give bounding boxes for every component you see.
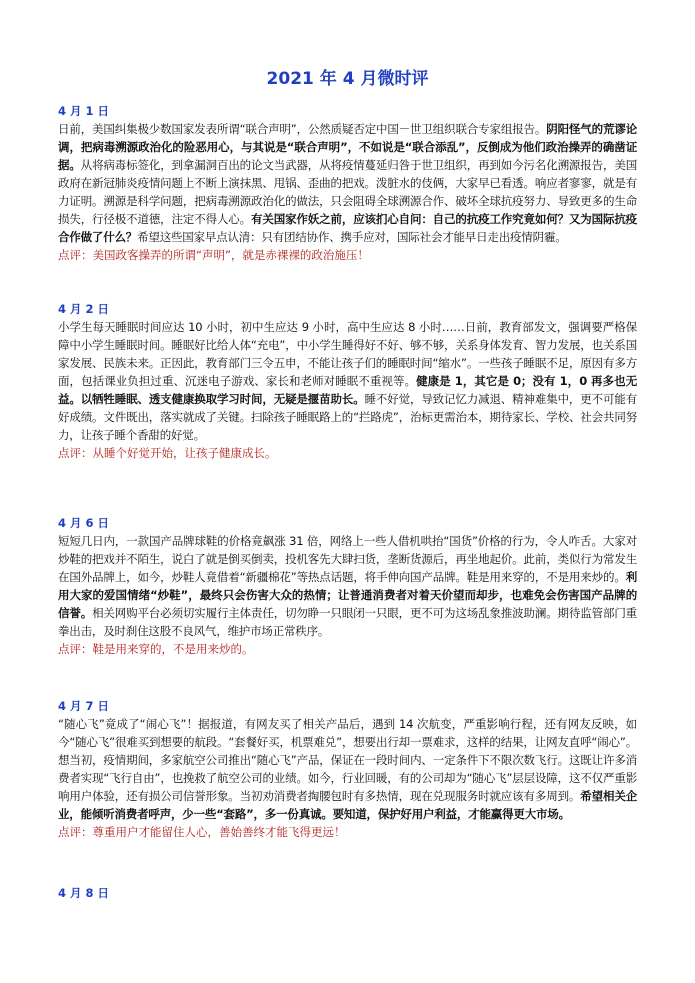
entry-apr-7 [58, 697, 637, 841]
comment-label: 点评： [58, 825, 93, 839]
comment-text: 尊重用户才能留住人心，善始善终才能飞得更远！ [92, 825, 346, 839]
body-text: 睡不好觉，导致记忆力减退、精神难集中，更不可能有好成绩。文件既出，落实就成了关键。扫除孩子睡眠路上的“拦路虎”，治标更需治本，期待家长、学校、社会共同努力，让孩子睡个香甜的好觉。 [58, 392, 637, 442]
comment-label: 点评： [58, 446, 93, 460]
entry-body [58, 715, 637, 823]
body-text: 短短几日内，一款国产品牌球鞋的价格竟飙涨 31 倍，网络上一些人借机哄抬“国货”价格的行为，令人咋舌。大家对炒鞋的把戏并不陌生，说白了就是倒买倒卖，投机客先大肆扫货，垄断货源后，再坐地起价。此前，类似行为常发生在国外品牌上，如今，炒鞋人竟借着“新疆棉花”等热点话题，将手伸向国产品牌。鞋是用来穿的，不是用来炒的。 [58, 534, 637, 584]
body-emphasis: 希望相关企业，能倾听消费者呼声，少一些“套路”，多一份真诚。要知道，保护好用户利益，才能赢得更大市场。 [58, 789, 638, 821]
entry-apr-1 [58, 102, 637, 264]
entry-date: 4 月 2 日 [58, 302, 110, 316]
entry-body [58, 120, 637, 246]
entry-body [58, 318, 637, 444]
page-title: 2021 年 4 月微时评 [266, 69, 429, 89]
entry-apr-6 [58, 514, 637, 658]
entry-date: 4 月 7 日 [58, 699, 110, 713]
entry-date: 4 月 1 日 [58, 104, 110, 118]
body-emphasis: 健康是 1，其它是 0；没有 1，0 再多也无益。以牺牲睡眠、透支健康换取学习时间，无疑是揠苗助长。 [58, 374, 638, 406]
entry-comment [58, 823, 637, 841]
body-text: 日前，美国纠集极少数国家发表所谓“联合声明”，公然质疑否定中国－世卫组织联合专家组报告。 [58, 122, 547, 136]
comment-text: 从睡个好觉开始，让孩子健康成长。 [92, 446, 277, 460]
entry-comment [58, 640, 637, 658]
body-text: 希望这些国家早点认清：只有团结协作、携手应对，国际社会才能早日走出疫情阴霾。 [137, 230, 567, 244]
comment-label: 点评： [58, 248, 93, 262]
comment-label: 点评： [58, 642, 93, 656]
body-emphasis: 利用大家的爱国情绪“炒鞋”，最终只会伤害大众的热情；让普通消费者对着天价望而却步，也难免会伤害国产品牌的信誉。 [58, 570, 637, 620]
entry-apr-8 [58, 884, 637, 902]
entry-comment [58, 246, 637, 264]
body-text: 从将病毒标签化，到拿漏洞百出的论文当武器，从将疫情蔓延归咎于世卫组织，再到如今污名化溯源报告，美国政府在新冠肺炎疫情问题上不断上演抹黑、甩锅、歪曲的把戏。泼脏水的伎俩，大家早已看透。响应者寥寥，就是有力证明。溯源是科学问题，把病毒溯源政治化的做法，只会阻碍全球溯源合作、破坏全球抗疫努力、导致更多的生命损失，行径极不道德，注定不得人心。 [58, 158, 637, 226]
body-text: “随心飞”竟成了“闹心飞”！据报道，有网友买了相关产品后，遇到 14 次航变，严重影响行程，还有网友反映，如今“随心飞”很难买到想要的航段。“套餐好买，机票难兑”，想要出行却一票难求，这样的结果，让网友直呼“闹心”。想当初，疫情期间，多家航空公司推出“随心飞”产品，保证在一段时间内、一定条件下不限次数飞行。这既让许多消费者实现“飞行自由”，也挽救了航空公司的业绩。如今，行业回暖，有的公司却为“随心飞”层层设障，这不仅严重影响用户体验，还有损公司信誉形象。当初劝消费者掏腰包时有多热情，现在兑现服务时就应该有多周到。 [58, 717, 637, 803]
body-emphasis: 有关国家作妖之前，应该扪心自问：自己的抗疫工作究竟如何？又为国际抗疫合作做了什么？ [58, 212, 637, 244]
entry-date: 4 月 6 日 [58, 516, 110, 530]
comment-text: 鞋是用来穿的，不是用来炒的。 [92, 642, 254, 656]
entry-apr-2 [58, 300, 637, 462]
entry-date: 4 月 8 日 [58, 886, 110, 900]
comment-text: 美国政客操弄的所谓“声明”，就是赤裸裸的政治施压！ [92, 248, 369, 262]
body-text: 相关网购平台必须切实履行主体责任，切勿睁一只眼闭一只眼，更不可为这场乱象推波助澜。期待监管部门重拳出击，及时刹住这股不良风气，维护市场正常秩序。 [58, 606, 637, 638]
entry-body [58, 532, 637, 640]
body-text: 小学生每天睡眠时间应达 10 小时，初中生应达 9 小时，高中生应达 8 小时……日前，教育部发文，强调要严格保障中小学生睡眠时间。睡眠好比给人体“充电”，中小学生睡得好不好、够不够，关系身体发育、智力发展，也关系国家发展、民族未来。正因此，教育部门三令五申，不能让孩子们的睡眠时间“缩水”。一些孩子睡眠不足，原因有多方面，包括课业负担过重、沉迷电子游戏、家长和老师对睡眠不重视等。 [58, 320, 637, 388]
entry-comment [58, 444, 637, 462]
body-emphasis: 阴阳怪气的荒谬论调，把病毒溯源政治化的险恶用心，与其说是“联合声明”，不如说是“联合添乱”，反倒成为他们政治操弄的确凿证据。 [58, 122, 637, 172]
